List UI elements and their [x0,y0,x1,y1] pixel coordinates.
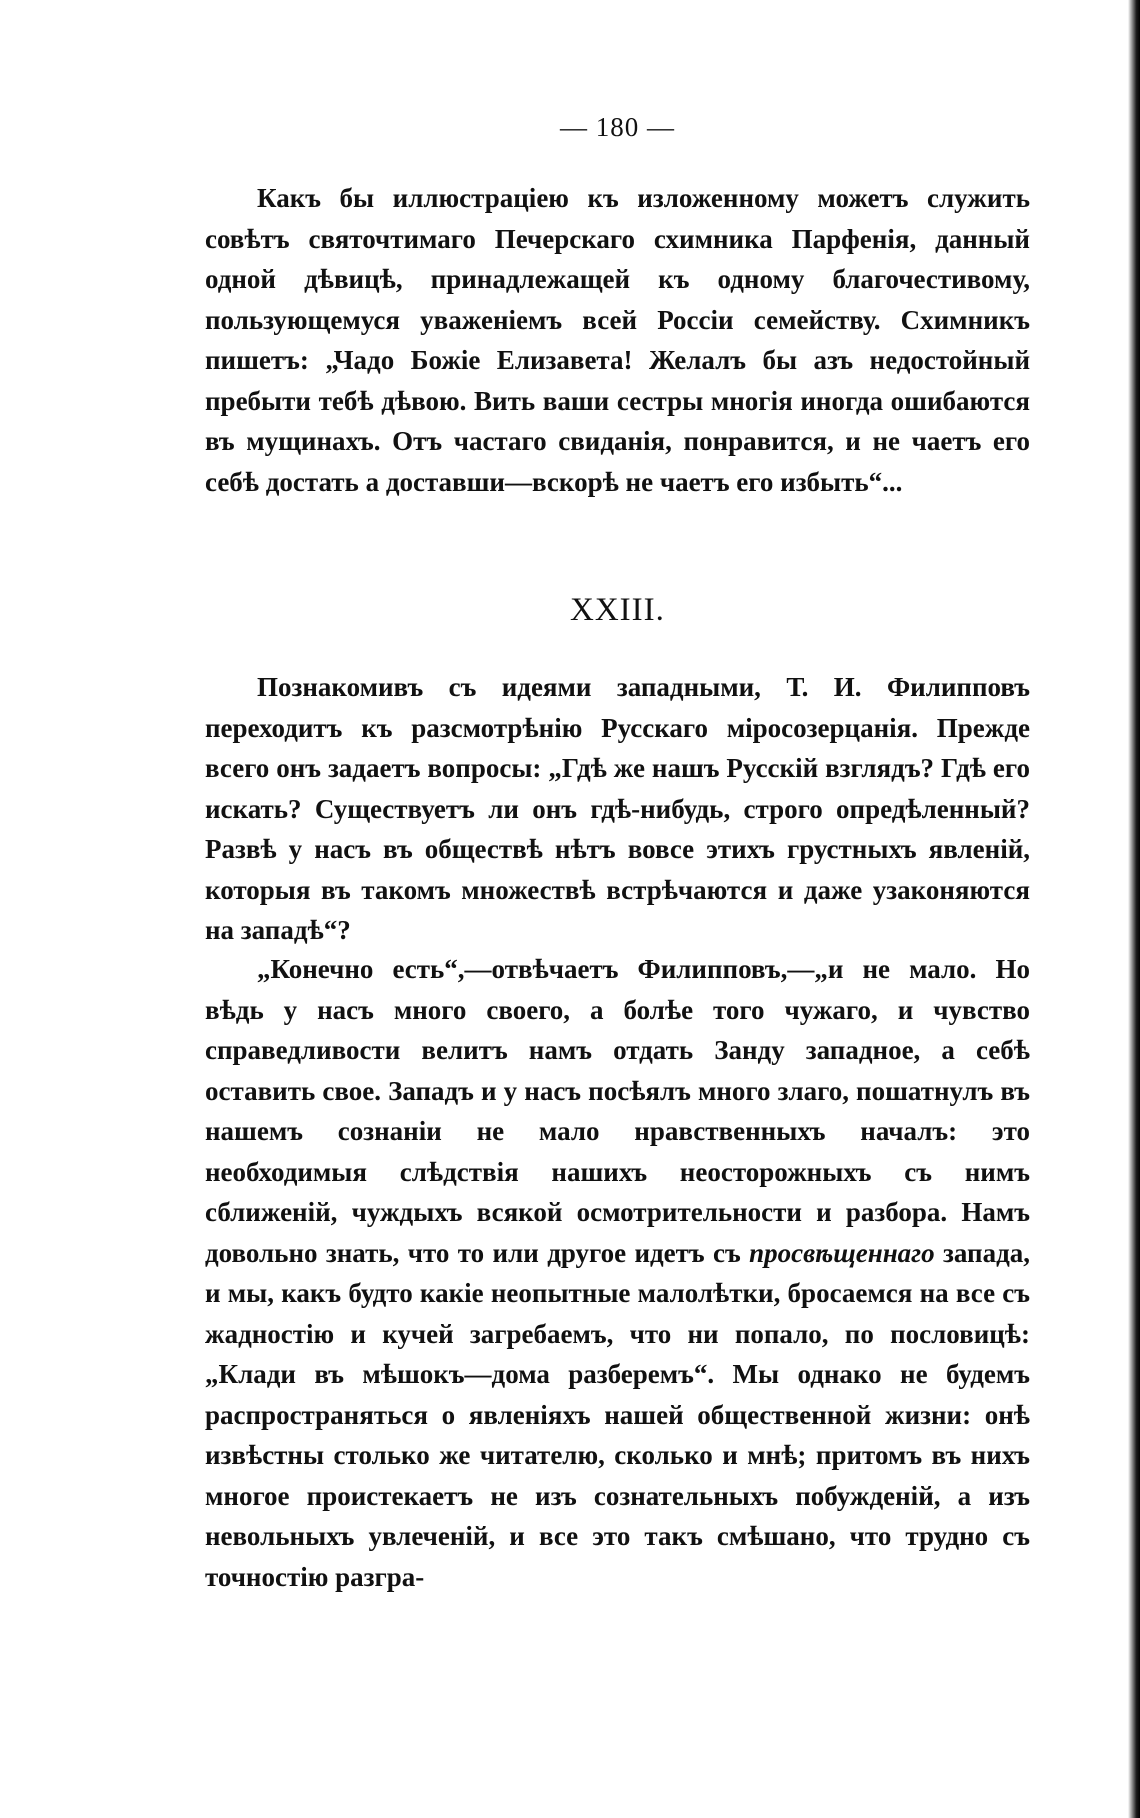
page-edge-shadow [1128,0,1140,1818]
page-number: — 180 — [560,112,675,142]
paragraph-text: Какъ бы иллюстраціею къ изложенному можетъ служить совѣтъ святочтимаго Печерскаго схимника Парфенія, данный одной дѣвицѣ, принадлежащей къ одному благочестивому, пользующемуся уваженіемъ всей Россіи семейству. Схимникъ пишетъ: „Чадо Божіе Елизавета! Желалъ бы азъ недостойный пребыти тебѣ дѣвою. Вить ваши сестры многія иногда ошибаются въ мущинахъ. Отъ частаго свиданія, понравится, и не чаетъ его себѣ достать а доставши—вскорѣ не чаетъ его избыть“... [205,183,1030,497]
paragraph [205,949,1030,1597]
paragraph [205,667,1030,951]
paragraph-text: „Конечно есть“,—отвѣчаетъ Филипповъ,—„и не мало. Но вѣдь у насъ много своего, а болѣе того чужаго, и чувство справедливости велитъ намъ отдать Занду западное, а себѣ оставить свое. Западъ и у насъ посѣялъ много злаго, пошатнулъ въ нашемъ сознаніи не мало нравственныхъ началъ: это необходимыя слѣдствія нашихъ неосторожныхъ съ нимъ сближеній, чуждыхъ всякой осмотрительности и разбора. Намъ довольно знать, что то или другое идетъ съ [205,954,1030,1268]
paragraph-text: запада, и мы, какъ будто какіе неопытные малолѣтки, бросаемся на все съ жадностію и кучей загребаемъ, что ни попало, по пословицѣ: „Клади въ мѣшокъ—дома разберемъ“. Мы однако не будемъ распространяться о явленіяхъ нашей общественной жизни: онѣ извѣстны столько же читателю, сколько и мнѣ; притомъ въ нихъ многое проистекаетъ не изъ сознательныхъ побужденій, а изъ невольныхъ увлеченій, и все это такъ смѣшано, что трудно съ точностію разгра- [205,1237,1030,1592]
paragraph-text: Познакомивъ съ идеями западными, Т. И. Филипповъ переходитъ къ разсмотрѣнію Русскаго міросозерцанія. Прежде всего онъ задаетъ вопросы: „Гдѣ же нашъ Русскій взглядъ? Гдѣ его искать? Существуетъ ли онъ гдѣ-нибудь, строго опредѣленный? Развѣ у насъ въ обществѣ нѣтъ вовсе этихъ грустныхъ явленій, которыя въ такомъ множествѣ встрѣчаются и даже узаконяются на западѣ“? [205,672,1030,945]
italic-word: просвѣщеннаго [749,1237,935,1268]
chapter-heading: XXIII. [570,592,665,628]
paragraph [205,178,1030,502]
